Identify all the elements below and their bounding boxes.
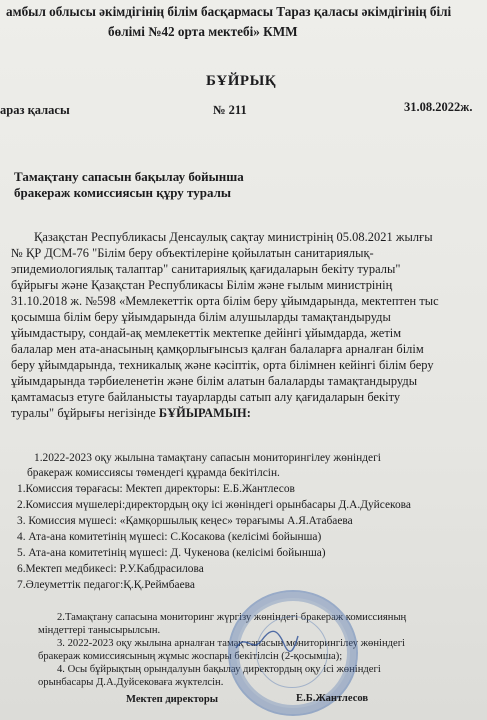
list-item: 3. Комиссия мүшесі: «Қамқоршылық кеңес» төрағымы А.Я.Атабаева [17, 515, 353, 527]
header-line-2: бөлімі №42 орта мектебі» КММ [108, 24, 298, 39]
list-item: 3. 2022-2023 оқу жылына арналған тамақ сапасын мониторингілеу жөніндегі [57, 638, 406, 649]
signature-name: Е.Б.Жантлесов [296, 693, 369, 704]
item-1-line-2: бракераж комиссиясы төмендегі құрамда бекітілсін. [27, 467, 280, 479]
body-line: Қазақстан Республикасы Денсаулық сақтау министрінің 05.08.2021 жылғы [34, 230, 433, 244]
body-line: ұйымдастыру, сондай-ақ мемлекеттік мектепке дейінгі ұйымдарда, жетім [11, 326, 402, 340]
list-item: 6.Мектеп медбикесі: Р.У.Кабдрасилова [17, 563, 204, 575]
list-item: 2.Тамақтану сапасына мониторинг жүргізу жөніндегі бракераж комиссияның [57, 612, 407, 623]
list-item: бракераж комиссиясының жұмыс жоспары бекітілсін (2-қосымша); [38, 651, 343, 662]
body-line: қосымша білім беру ұйымдарында білім алушыларды тамақтандыруды [11, 310, 391, 324]
document-city: араз қаласы [0, 103, 70, 117]
subject-line-1: Тамақтану сапасын бақылау бойынша [14, 169, 244, 184]
list-item: 7.Әлеуметтік педагог:Қ.Қ.Реймбаева [17, 579, 195, 591]
list-item: 4. Ата-ана комитетінің мүшесі: С.Косакова (келісімі бойынша) [17, 531, 322, 543]
list-item: 2.Комиссия мүшелері:директордың оқу ісі жөніндегі орынбасары Д.А.Дуйсекова [17, 499, 411, 511]
body-line: қамтамасыз етуге байланысты тауарларды сатып алу қағидаларын бекіту [11, 390, 401, 404]
body-line-text: туралы" бұйрығы негізінде [11, 406, 156, 420]
body-line: бұйрығы және Қазақстан Республикасы Білім және ғылым министрінің [11, 278, 393, 292]
subject-line-2: бракераж комиссиясын құру туралы [14, 185, 232, 200]
list-item: 4. Осы бұйрықтың орындалуын бақылау директордың оқу ісі жөніндегі [57, 664, 381, 675]
document-number: № 211 [213, 103, 247, 117]
document-title: БҰЙРЫҚ [206, 73, 277, 89]
list-item: 1.Комиссия төрағасы: Мектеп директоры: Е.Б.Жантлесов [17, 483, 295, 495]
signature-mark [232, 628, 302, 656]
body-line: эпидемиологиялық талаптар" санитариялық қағидаларын бекіту туралы" [11, 262, 401, 276]
list-item: міндеттері танысырылсын. [38, 625, 161, 636]
list-item: орынбасары Д.А.Дуйсековаға жүктелсін. [38, 677, 224, 688]
list-item: 5. Ата-ана комитетінің мүшесі: Д. Чукенова (келісімі бойынша) [17, 547, 326, 559]
body-line-last [11, 406, 251, 421]
body-line: № ҚР ДСМ-76 "Білім беру объектілеріне қойылатын санитариялық- [11, 246, 374, 260]
order-word: БҰЙЫРАМЫН: [158, 406, 251, 420]
body-line: 31.10.2018 ж. №598 «Мемлекеттік орта білім беру ұйымдарында, мектептен тыс [11, 294, 439, 308]
item-1-line-1: 1.2022-2023 оқу жылына тамақтану сапасын мониторингілеу жөніндегі [34, 452, 381, 464]
body-line: балалар мен ата-анасының қамқорлығынсыз қалған балаларға арналған білім [11, 342, 424, 356]
signature-role: Мектеп директоры [126, 694, 219, 705]
header-line-1: амбыл облысы әкімдігінің білім басқармасы Тараз қаласы әкімдігінің білі [6, 4, 452, 19]
body-line: ұйымдарында тәрбиеленетін және білім алатын балаларды тамақтандыруды [11, 374, 418, 388]
body-line: беру ұйымдарында, техникалық және кәсіптік, орта білімнен кейінгі білім беру [11, 358, 434, 372]
document-date: 31.08.2022ж. [404, 100, 473, 114]
